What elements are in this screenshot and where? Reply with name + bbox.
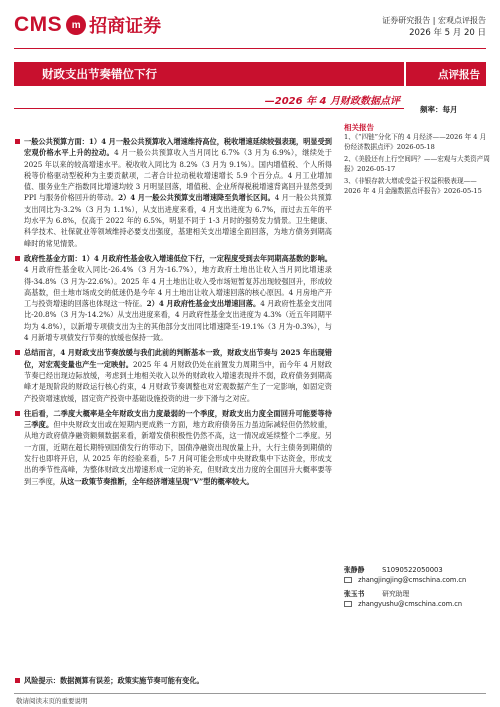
paragraph-text: 4 月政府性基金支出同比-20.8%（3 月为-14.2%）从支出进度来看，4 月政府性基金支出进度为 4.3%（近五年同期平均为 4.8%），以新增专项债支出为主的其他部分支出同比增速降至-19.1%（3 月为-0.3%），与 4 月新增专项债发行节奏的放缓也保持一致。 xyxy=(24,299,332,343)
author-row xyxy=(344,564,443,574)
paragraph-text: 2025 年 4 月财政仍处在前置发力周期当中，而今年 4 月财政节奏已经出现边际放缓，考虑到土地相关收入以外的财政收入增速表现并不弱，政府债务到期高峰才是现阶段的财政运行核心约束，4 月财政节奏调整也对宏观数据产生了一定影响，如固定资产投资增速放缓，固定资产投资中基础设施投资的进一步下滑与之对应。 xyxy=(24,359,332,403)
report-date: 2026 年 5 月 20 日 xyxy=(409,28,486,38)
author-row xyxy=(344,588,409,598)
report-type-badge: 点评报告 xyxy=(406,62,486,86)
title-bar xyxy=(14,62,404,86)
footer-disclaimer: 敬请阅读末页的重要说明 xyxy=(16,697,88,705)
paragraph-lead: 总结而言，4 月财政支出节奏放缓与我们此前的判断基本一致，财政支出节奏与 2025 年出现错位，对宏观变量也产生一定映射。 xyxy=(24,348,332,369)
report-body xyxy=(14,136,332,491)
author-email-row xyxy=(344,576,466,584)
risk-text: 数据测算有误差；政策实施节奏可能有变化。 xyxy=(59,676,204,685)
author-email-row xyxy=(344,600,462,608)
paragraph-text: 但中央财政支出或在短期内更成熟一方面，地方政府债务压力虽边际减轻但仍然较重，从地方政府债净融资额频数据来看，新增发债积极性仍然不高，这一情况或延续整个二季度。另一方面，近期在超长期特别国债发行的带动下，国债净融资出现放量上升，大行主债务到期债的发行也即将开启，从 2025 年的经验来看，5-7 月间可能会形成中央财政集中下达资金，形成支出的季节性高峰，为整体财政支出增速形成一定的补充，但财政支出力度的全面回升大概率要等到三季度， xyxy=(24,420,332,486)
summary-paragraph xyxy=(14,347,332,403)
report-frequency: 频率：每月 xyxy=(420,105,458,114)
paragraph-lead: 一般公共预算方面：1）4 月一般公共预算收入增速维持高位，税收增速延续较强表现，明显受到宏观价格水平上升的拉动。 xyxy=(24,137,332,158)
related-reports-heading: 相关报告 xyxy=(344,123,374,132)
logo-mark-icon: m xyxy=(66,15,86,35)
brand-logo xyxy=(14,12,161,38)
summary-paragraph xyxy=(14,136,332,249)
bullet-icon xyxy=(15,139,20,144)
paragraph-text: 4 月一般公共预算支出同比为-3.2%（3 月为 1.1%），从支出进度来看，4 月支出进度为 6.7%，而过去五年的平均水平为 6.8%，仅高于 2022 年的 6.5%，明显不同于 1-3 月时的强势发力情景。卫生健康、科学技术、社保就业等领域维持必要支出强度，基建相关支出增速全面回落，为地方债务到期高峰时的常见情景。 xyxy=(24,193,332,248)
bullet-icon xyxy=(15,350,20,355)
paragraph-lead: 往后看，二季度大概率是全年财政支出力度最弱的一个季度，财政支出力度全面回升可能要等待三季度。 xyxy=(24,408,332,430)
report-subtitle: —2026 年 4 月财政数据点评 xyxy=(264,96,400,107)
paragraph-text: 4 月一般公共预算收入当月同比 6.7%（3 月为 6.9%），继续处于 2025 年以来的较高增速水平。税收收入同比为 8.2%（3 月为 9.1%）。国内增值税、个人所得税等价格驱动型税种为主要贡献项，二者合计拉动税收增速增长 5.9 个百分点。4 月工业增加值、服务业生产指数同比增速均较 3 月明显回落，增值税、企业所得税税增速背离回升显然受到 PPI 与服务价格回升的带动。 xyxy=(24,148,332,203)
logo-cms-text: CMS xyxy=(14,13,63,36)
related-reports-list xyxy=(344,133,490,200)
bullet-icon xyxy=(15,256,20,261)
author-email[interactable]: zhangyushu@cmschina.com.cn xyxy=(358,600,463,608)
mail-icon xyxy=(344,601,352,607)
paragraph-lead: 政府性基金方面：1）4 月政府性基金收入增速低位下行，一定程度受到去年同期高基数的影响。 xyxy=(24,253,332,263)
paragraph-highlight: 2）4 月政府性基金支出增速回落。 xyxy=(146,299,261,309)
subtitle-divider xyxy=(14,108,404,109)
report-title: 财政支出节奏错位下行 xyxy=(42,67,157,81)
bullet-icon xyxy=(15,411,20,416)
paragraph-highlight: 从这一政策节奏推断，全年经济增速呈现“V”型的概率较大。 xyxy=(59,476,254,486)
risk-label: 风险提示： xyxy=(24,676,60,685)
report-meta xyxy=(382,14,486,40)
summary-paragraph xyxy=(14,408,332,487)
paragraph-text: 4 月政府性基金收入同比-26.4%（3 月为-16.7%），地方政府土地出让收入当月同比增速录得-34.8%（3 月为-22.6%）。2025 年 4 月土地出让收入受市场短暂复苏出现较强回升，形成较高基数，但土地市场成交的低迷仍是今年 4 月土地出让收入增速回落的核心原因。4 月房地产开工与投资增速的回落也体现这一特征。 xyxy=(24,265,332,309)
bullet-icon xyxy=(15,678,20,683)
paragraph-highlight: 2）4 月一般公共预算支出增速降至负增长区间。 xyxy=(118,193,275,203)
report-category: 证券研究报告 | 宏观点评报告 xyxy=(382,16,486,25)
risk-warning xyxy=(14,676,344,686)
summary-paragraph xyxy=(14,253,332,343)
header-divider xyxy=(14,48,486,49)
author-email[interactable]: zhangjingjing@cmschina.com.cn xyxy=(358,576,467,584)
related-report-link[interactable]: 3、《非银存款大增或受益于权益积极表现——2026 年 4 月金融数据点评报告》2026-05-15 xyxy=(344,177,482,195)
author-credential: 研究助理 xyxy=(382,590,410,598)
author-name: 张玉书 xyxy=(344,590,365,598)
logo-cn-text: 招商证券 xyxy=(89,16,162,37)
mail-icon xyxy=(344,577,352,583)
related-report-link[interactable]: 1、《“四链”分化下的 4 月经济——2026 年 4 月份经济数据点评》2026-05-18 xyxy=(344,133,487,151)
author-name: 张静静 xyxy=(344,566,365,574)
footer-divider xyxy=(14,693,486,694)
author-credential: S1090522050003 xyxy=(382,566,443,574)
related-report-link[interactable]: 2、《美股还有上行空间吗？——宏观与大类资产周报》2026-05-17 xyxy=(344,155,490,173)
